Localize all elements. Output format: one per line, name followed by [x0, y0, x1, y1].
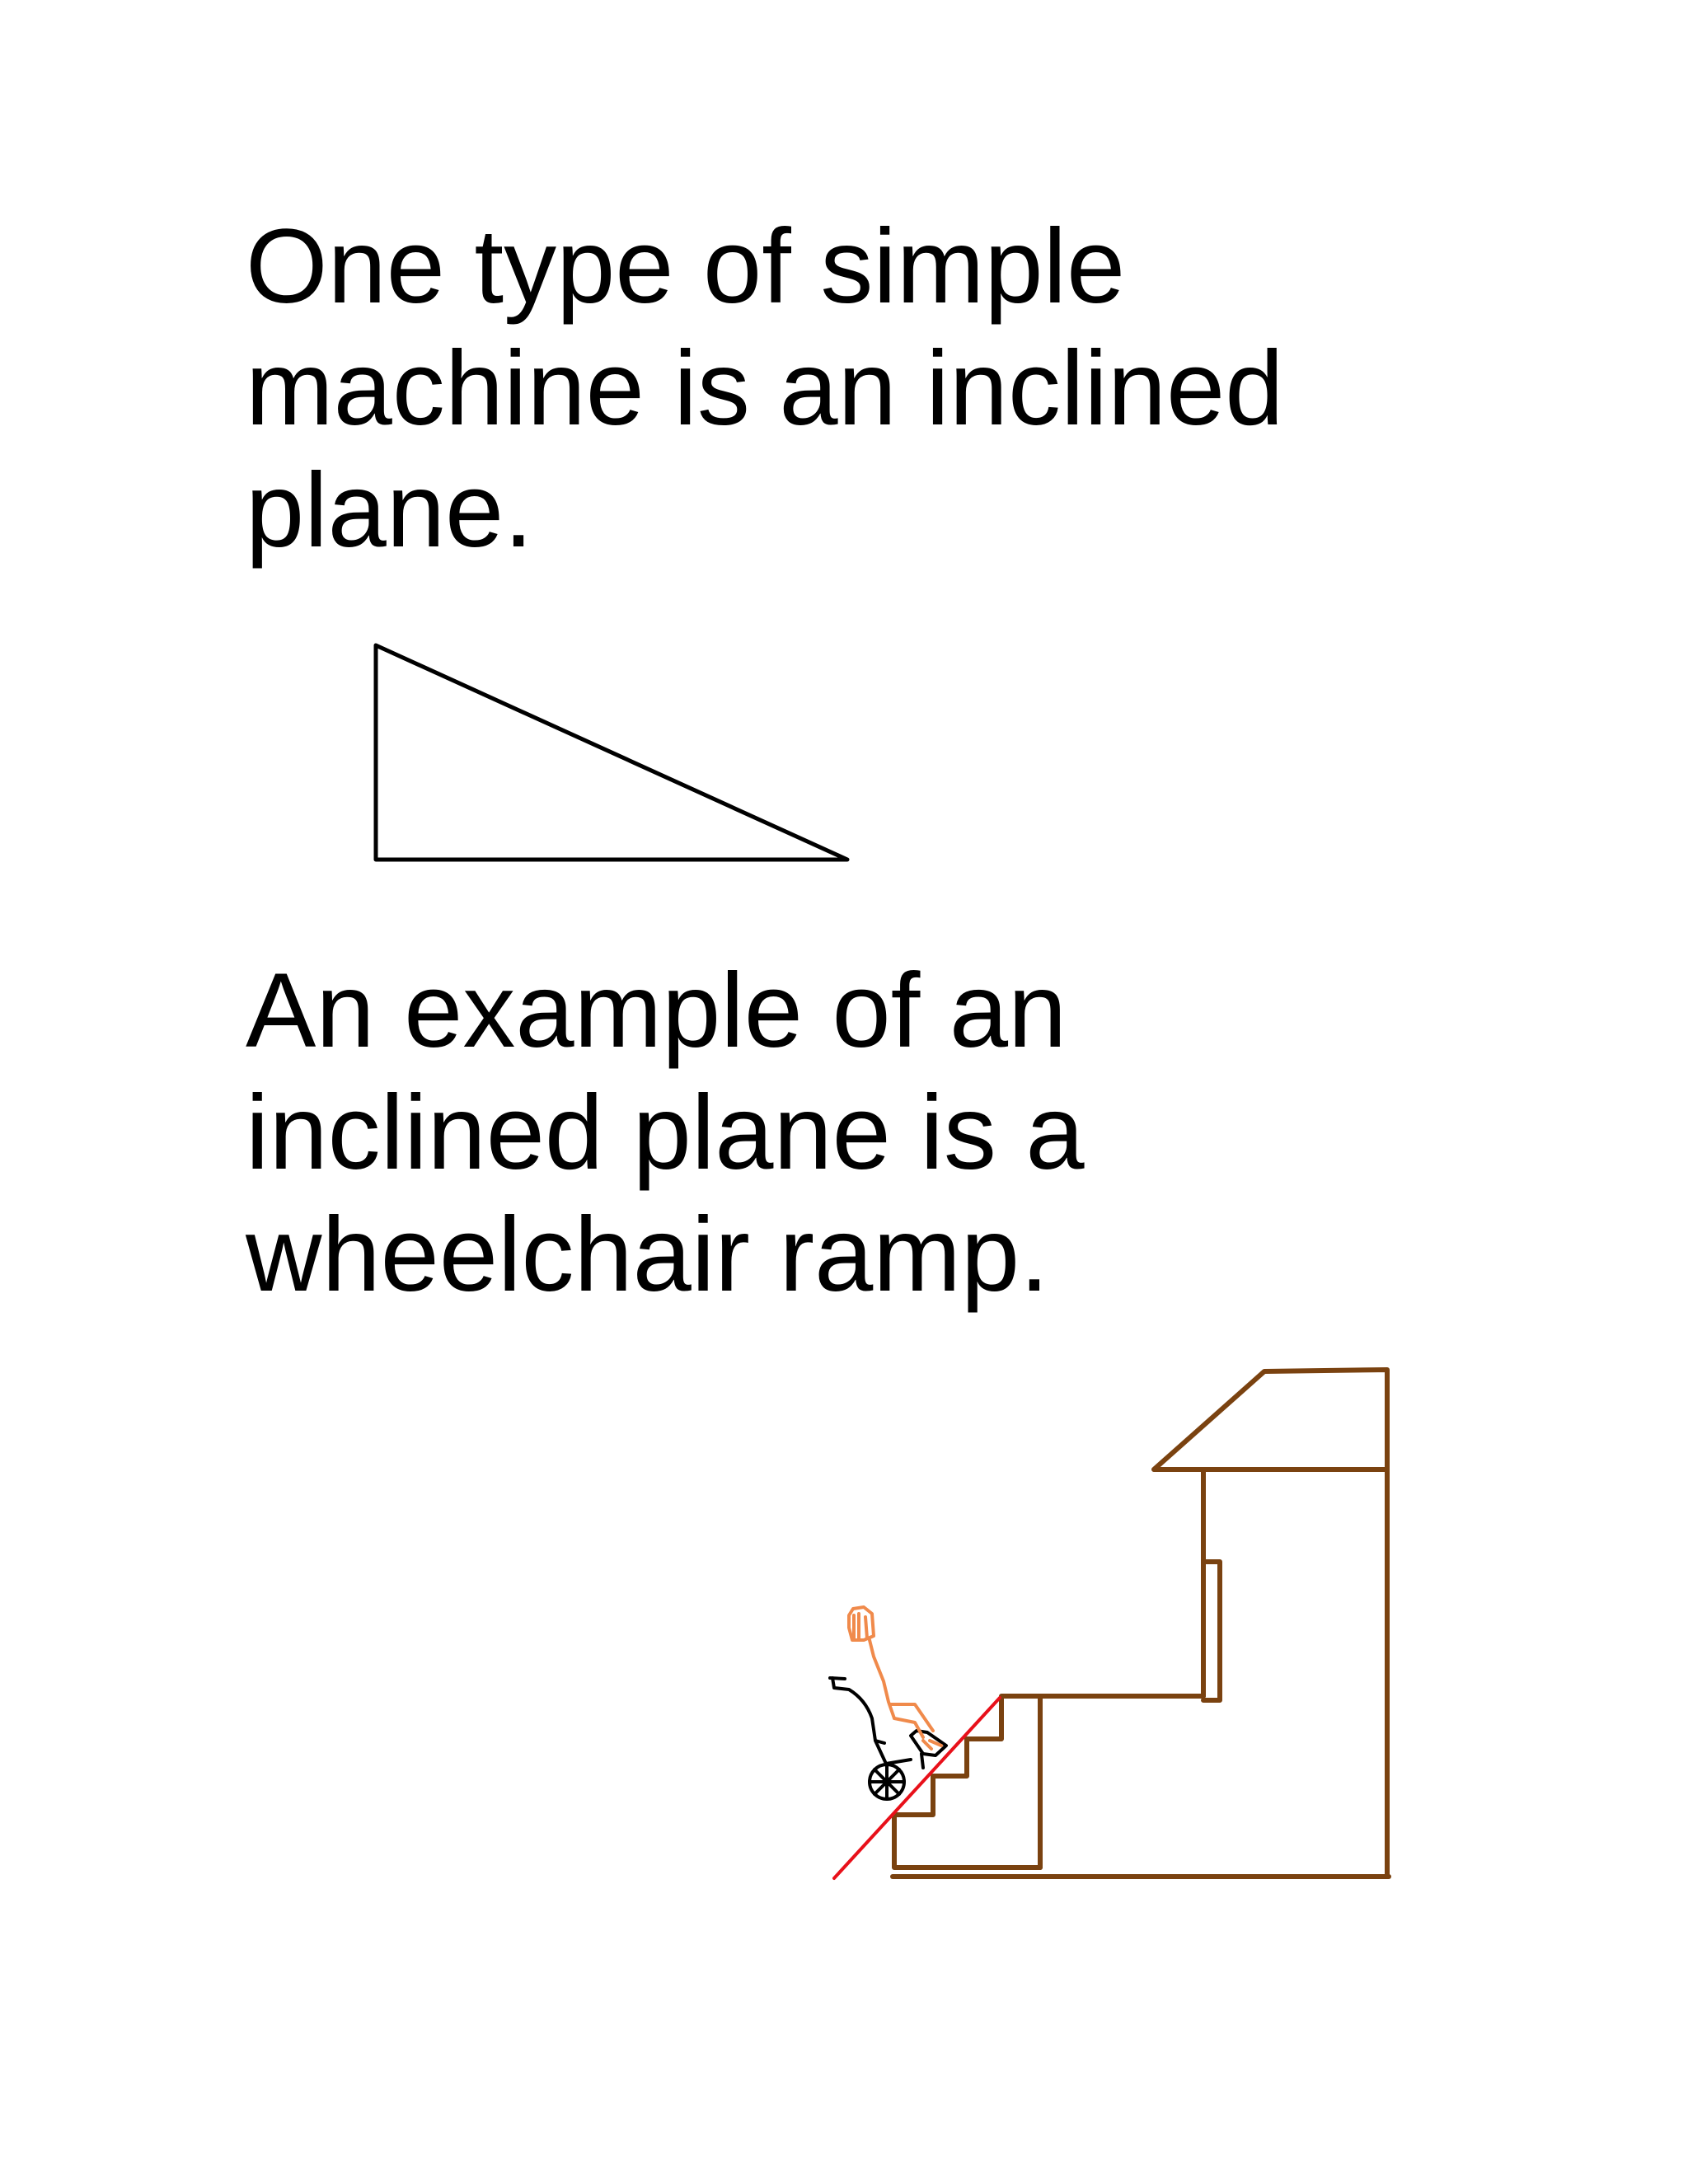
- person: [849, 1607, 941, 1749]
- intro-paragraph: One type of simple machine is an inclined plane.: [246, 208, 1284, 569]
- example-paragraph: An example of an inclined plane is a wheelchair ramp.: [246, 952, 1085, 1314]
- person-body: [870, 1640, 894, 1718]
- house-with-steps: [893, 1370, 1389, 1877]
- house-roof: [1154, 1370, 1387, 1469]
- inclined-plane-triangle: [376, 645, 847, 860]
